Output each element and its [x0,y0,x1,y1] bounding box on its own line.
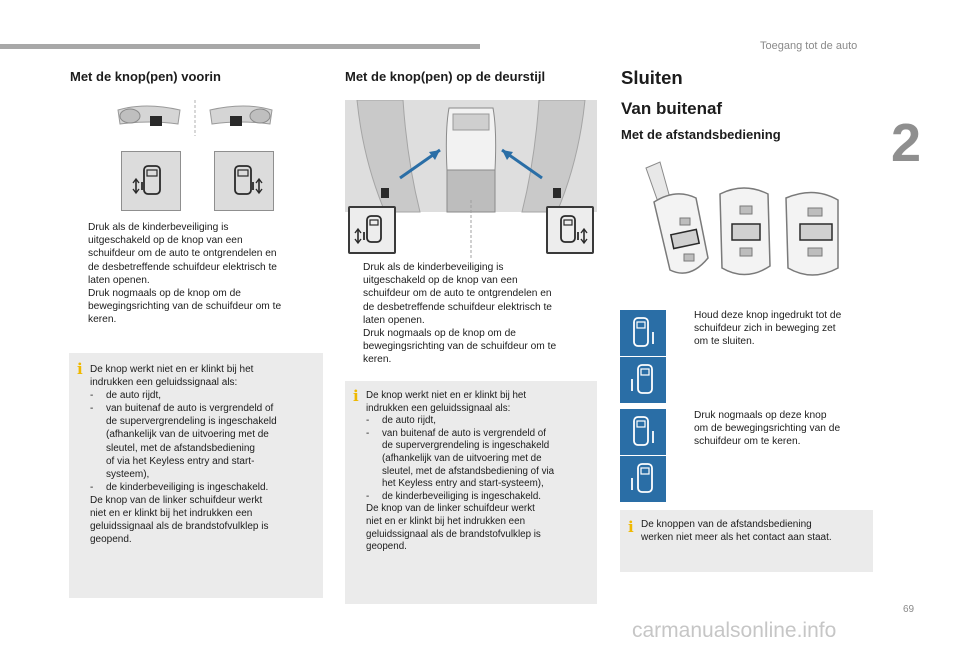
section-title: Toegang tot de auto [760,40,858,52]
bullet-item: Houd deze knop ingedrukt tot de schuifdeur zich in beweging zet om te sluiten. [694,310,842,348]
bullet-item: Druk als de kinderbeveiliging is uitgeschakeld op de knop van een schuifdeur om de auto te ontgrendelen en de desbetreffende schuifdeur elektrisch te laten openen. [363,262,552,326]
remote-close-right-tile [620,357,666,403]
col3-info-box: i De knoppen van de afstandsbediening werken niet meer als het contact aan staat. [620,510,873,572]
right-door-button [214,151,274,211]
left-door-button [121,151,181,211]
col1-bullets [70,221,325,327]
remote-close-left-tile [620,310,666,356]
info-icon: i [353,387,359,405]
sliding-door-left-icon [122,152,180,210]
info-icon: i [628,518,634,536]
sliding-door-reverse-icon [620,456,666,502]
bullet-item: Druk nogmaals op de knop om de bewegingsrichting van de schuifdeur om te keren. [88,288,282,326]
sliding-door-reverse-icon [620,409,666,455]
remote-reverse-left-tile [620,409,666,455]
col2-heading: Met de knop(pen) op de deurstijl [345,69,546,84]
remote-heading: Met de afstandsbediening [621,127,781,142]
sliding-door-left-icon [350,208,394,252]
info-icon: i [77,360,83,378]
sliding-door-right-icon [548,208,592,252]
bullet-item: Druk als de kinderbeveiliging is uitgeschakeld op de knop van een schuifdeur om de auto te ontgrendelen en de desbetreffende schuifdeur elektrisch te laten openen. [88,222,277,286]
bullet-item: Druk nogmaals op deze knop om de bewegingsrichting van de schuifdeur om te keren. [694,410,841,448]
pillar-right-button [546,206,594,254]
watermark: carmanualsonline.info [632,619,837,642]
col2-bullets [345,261,600,367]
pillar-left-button [348,206,396,254]
remote-reverse-right-tile [620,456,666,502]
col2-info-box: i De knop werkt niet en er klinkt bij het indrukken een geluidssignaal als: - de auto rijdt, - van buitenaf de auto is vergrendeld of de supervergrendeling is ingeschakeld (afhankelijk van de uitvoering met de sleutel, met de afstandsbediening of via het Keyless entry and start-systeem), - de kinderbeveiliging is ingeschakeld. De knop van de linker schuifdeur werkt niet en er klinkt bij het indrukken een geluidssignaal als de brandstofvulklep is geopend. [345,381,597,604]
col3-bullet-1 [676,309,876,349]
col3-bullet-2 [676,409,876,449]
header-bar [0,44,480,49]
col1-heading: Met de knop(pen) voorin [70,69,221,84]
sliding-door-close-icon [620,310,666,356]
remote-keys-illustration [624,158,864,293]
chapter-number: 2 [891,113,922,173]
sliding-door-close-icon [620,357,666,403]
col1-info-box: i De knop werkt niet en er klinkt bij het indrukken een geluidssignaal als: - de auto rijdt, - van buitenaf de auto is vergrendeld of de supervergrendeling is ingeschakeld (afhankelijk van de uitvoering met de sleutel, met de afstandsbediening of via het Keyless entry and start- systeem), - de kinderbeveiliging is ingeschakeld. De knop van de linker schuifdeur werkt niet en er klinkt bij het indrukken een geluidssignaal als de brandstofvulklep is geopend. [69,353,323,598]
bullet-item: Druk nogmaals op de knop om de bewegingsrichting van de schuifdeur om te keren. [363,328,557,366]
front-buttons-illustration [110,98,280,138]
section-heading: Sluiten [621,67,683,88]
page-number: 69 [903,604,915,615]
sliding-door-right-icon [215,152,273,210]
subsection-heading: Van buitenaf [621,99,723,118]
